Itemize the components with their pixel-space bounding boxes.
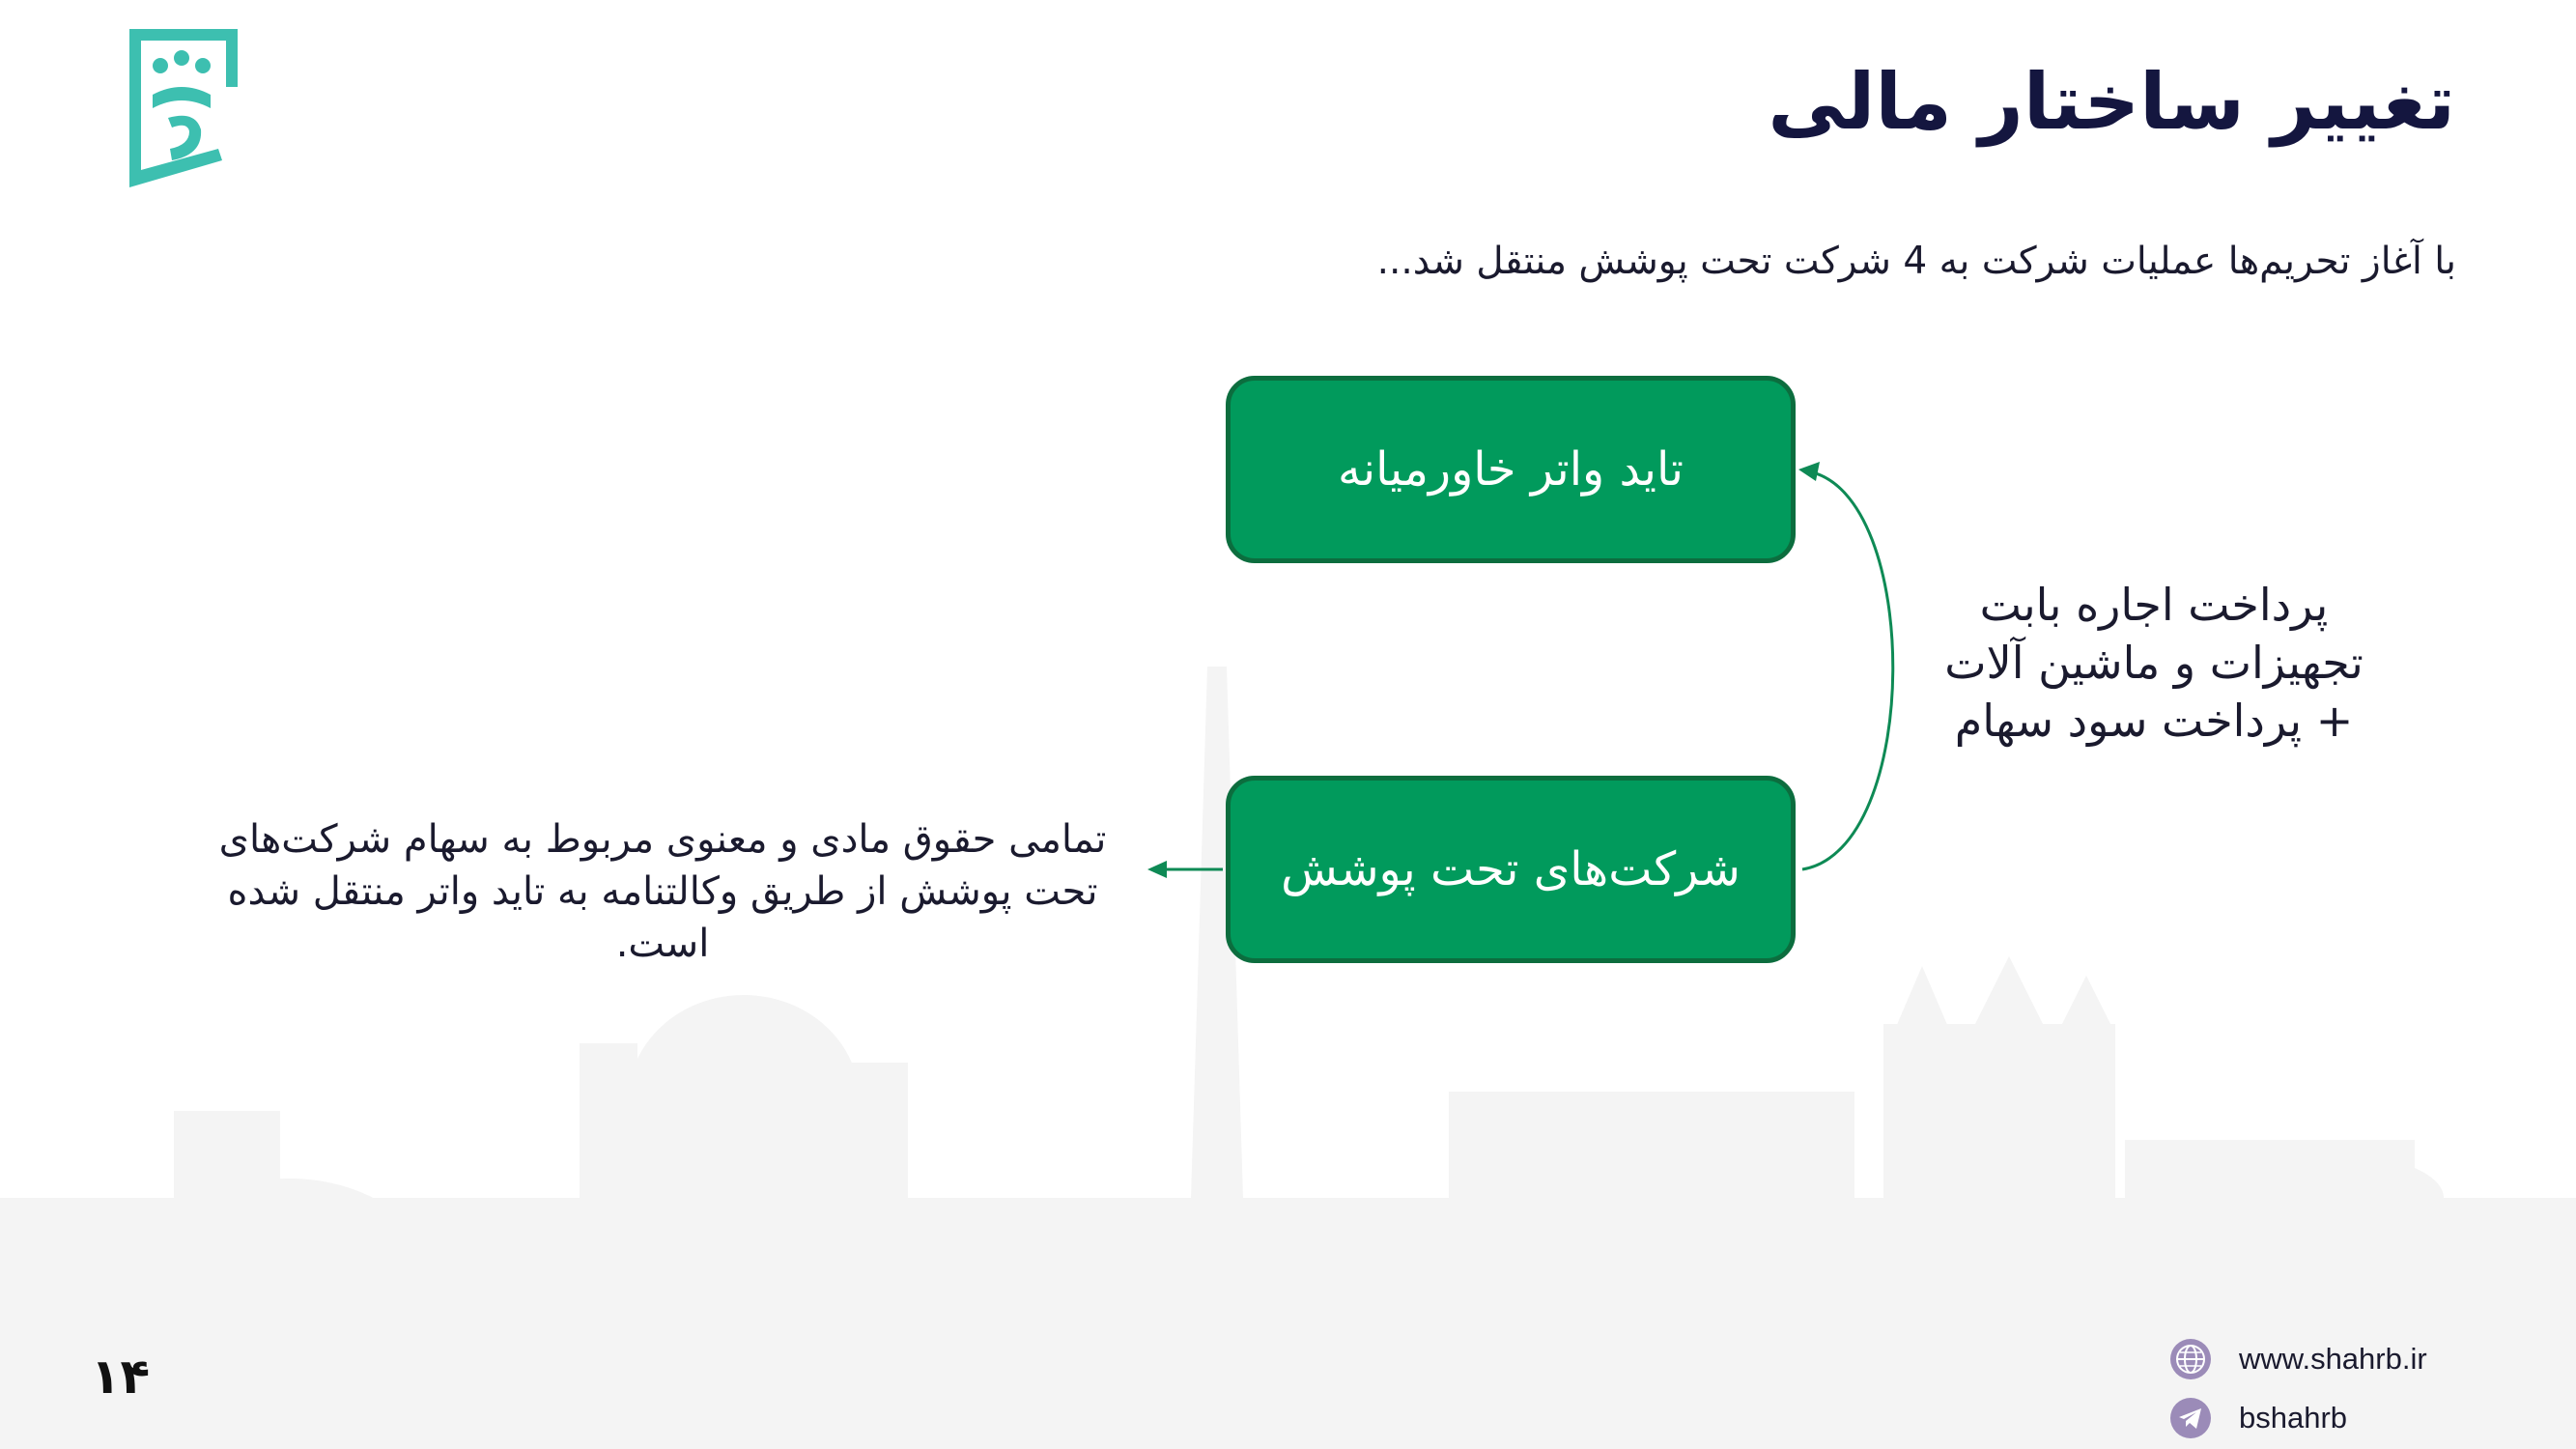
globe-icon bbox=[2169, 1338, 2212, 1380]
rights-note-line: تحت پوشش از طریق وکالتنامه به تاید واتر منتقل شده bbox=[227, 869, 1098, 914]
rights-note-line: است. bbox=[615, 922, 710, 966]
rights-arrowhead bbox=[1147, 861, 1167, 878]
payment-note bbox=[1893, 576, 2415, 750]
rights-note bbox=[189, 813, 1136, 970]
slide-title: تغییر ساختار مالی bbox=[1768, 57, 2455, 147]
telegram-icon bbox=[2169, 1397, 2212, 1439]
footer-telegram[interactable] bbox=[2169, 1397, 2347, 1439]
payment-note-line: پرداخت اجاره بابت bbox=[1979, 579, 2329, 631]
payment-note-line: تجهیزات و ماشین آلات bbox=[1944, 637, 2364, 689]
payment-arrow bbox=[1802, 471, 1893, 869]
payment-note-line: + پرداخت سود سهام bbox=[1954, 695, 2354, 747]
payment-arrowhead bbox=[1798, 462, 1820, 481]
telegram-handle[interactable]: bshahrb bbox=[2239, 1401, 2348, 1435]
footer-website[interactable] bbox=[2169, 1338, 2427, 1380]
slide-subtitle: با آغاز تحریم‌ها عملیات شرکت به 4 شرکت تحت پوشش منتقل شد... bbox=[1376, 240, 2456, 283]
page-number: ۱۴ bbox=[91, 1349, 151, 1405]
tidewater-box: تاید واتر خاورمیانه bbox=[1226, 376, 1796, 563]
website-link[interactable]: www.shahrb.ir bbox=[2239, 1342, 2427, 1376]
subsidiaries-box: شرکت‌های تحت پوشش bbox=[1226, 776, 1796, 963]
rights-note-line: تمامی حقوق مادی و معنوی مربوط به سهام شرکت‌های bbox=[218, 817, 1107, 862]
